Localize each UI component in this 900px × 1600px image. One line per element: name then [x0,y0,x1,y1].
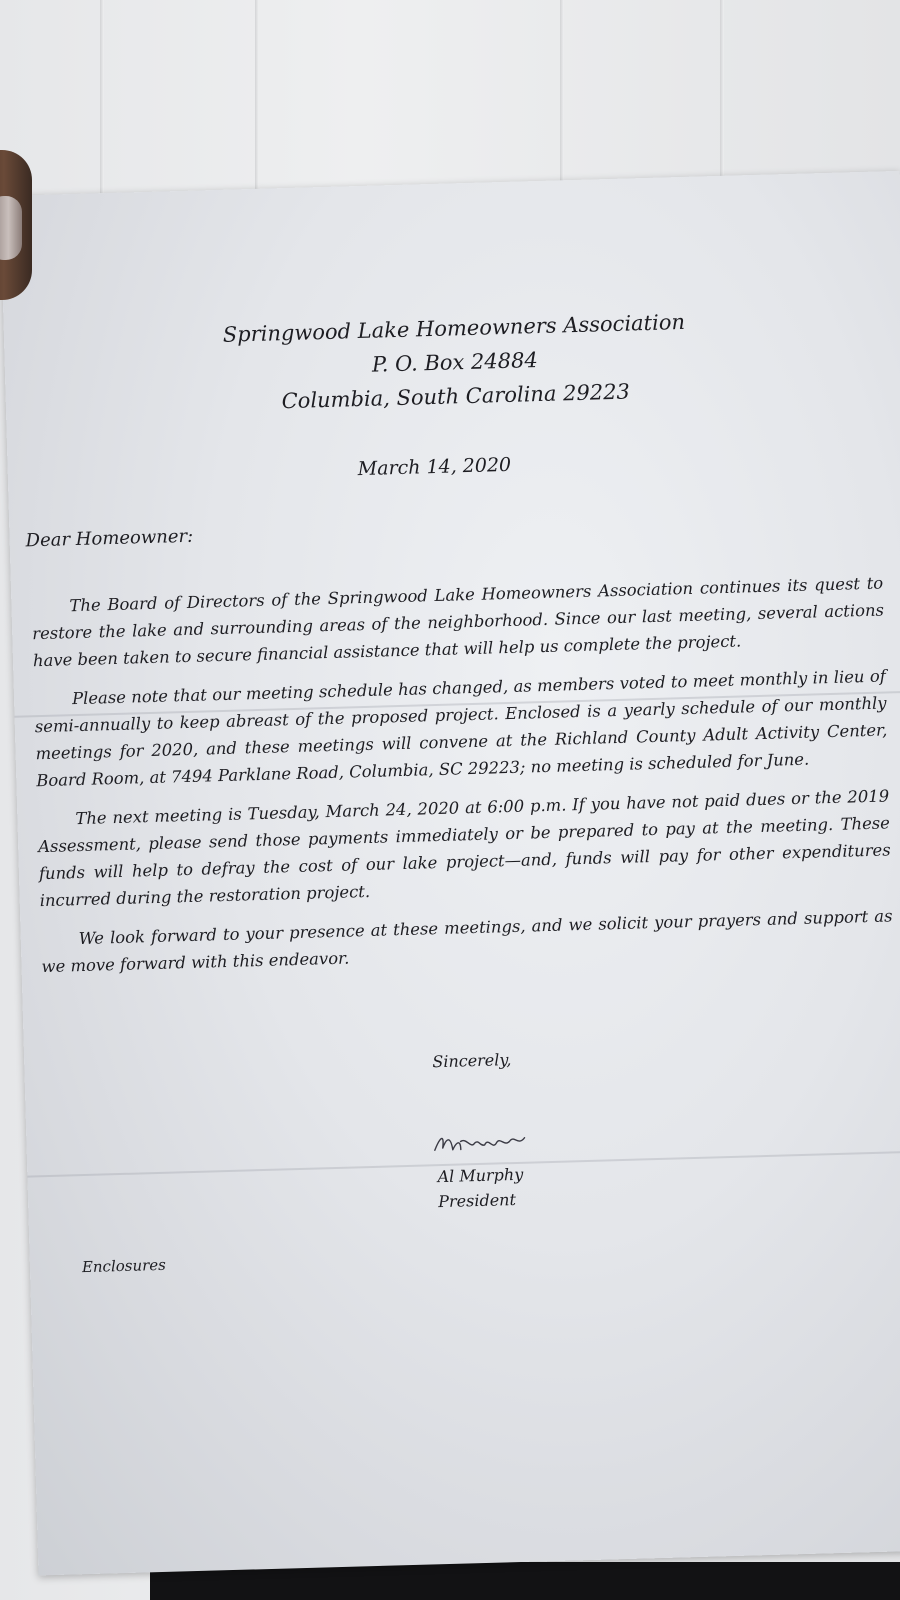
wall-panel-seam [100,0,104,210]
letterhead [154,303,757,422]
thumbnail-nail [0,196,22,260]
signer-block [437,1162,524,1214]
body-paragraph: The next meeting is Tuesday, March 24, 2020 at 6:00 p.m. If you have not paid dues or the 2019 Assessment, please send those payments immediately or be prepared to pay at the meeting. These funds will help to defray the cost of our lake project—and, funds will pay for other expenditures incurred during the restoration project. [37,786,891,911]
letter-date: March 14, 2020 [357,453,512,481]
letter-body [31,569,894,992]
salutation: Dear Homeowner: [25,525,194,552]
closing: Sincerely, [432,1050,512,1072]
signer-title: President [437,1189,517,1212]
enclosures-note: Enclosures [81,1255,167,1277]
body-paragraph: Please note that our meeting schedule has changed, as members voted to meet monthly in lieu of semi-annually to keep abreast of the proposed project. Enclosed is a yearly schedule of our monthly meetings for 2020, and these meetings will convene at the Richland County Adult Activity Center, Board Room, at 7494 Parklane Road, Columbia, SC 29223; no meeting is scheduled for June. [34,666,888,791]
wall-panel-seam [560,0,564,210]
wall-panel-seam [255,0,259,210]
body-paragraph: The Board of Directors of the Springwood Lake Homeowners Association continues its quest to restore the lake and surrounding areas of the neighborhood. Since our last meeting, several actions have been taken to secure financial assistance that will help us complete the project. [31,573,885,671]
address-line-1: P. O. Box 24884 [371,348,539,377]
organization-name: Springwood Lake Homeowners Association [222,309,686,347]
address-line-2: Columbia, South Carolina 29223 [281,379,631,414]
letter-page [0,171,900,1576]
signer-name: Al Murphy [437,1164,524,1187]
letter-content [0,171,900,1576]
handwritten-signature [430,1126,531,1159]
body-paragraph: We look forward to your presence at these meetings, and we solicit your prayers and support as we move forward with this endeavor. [41,906,893,977]
